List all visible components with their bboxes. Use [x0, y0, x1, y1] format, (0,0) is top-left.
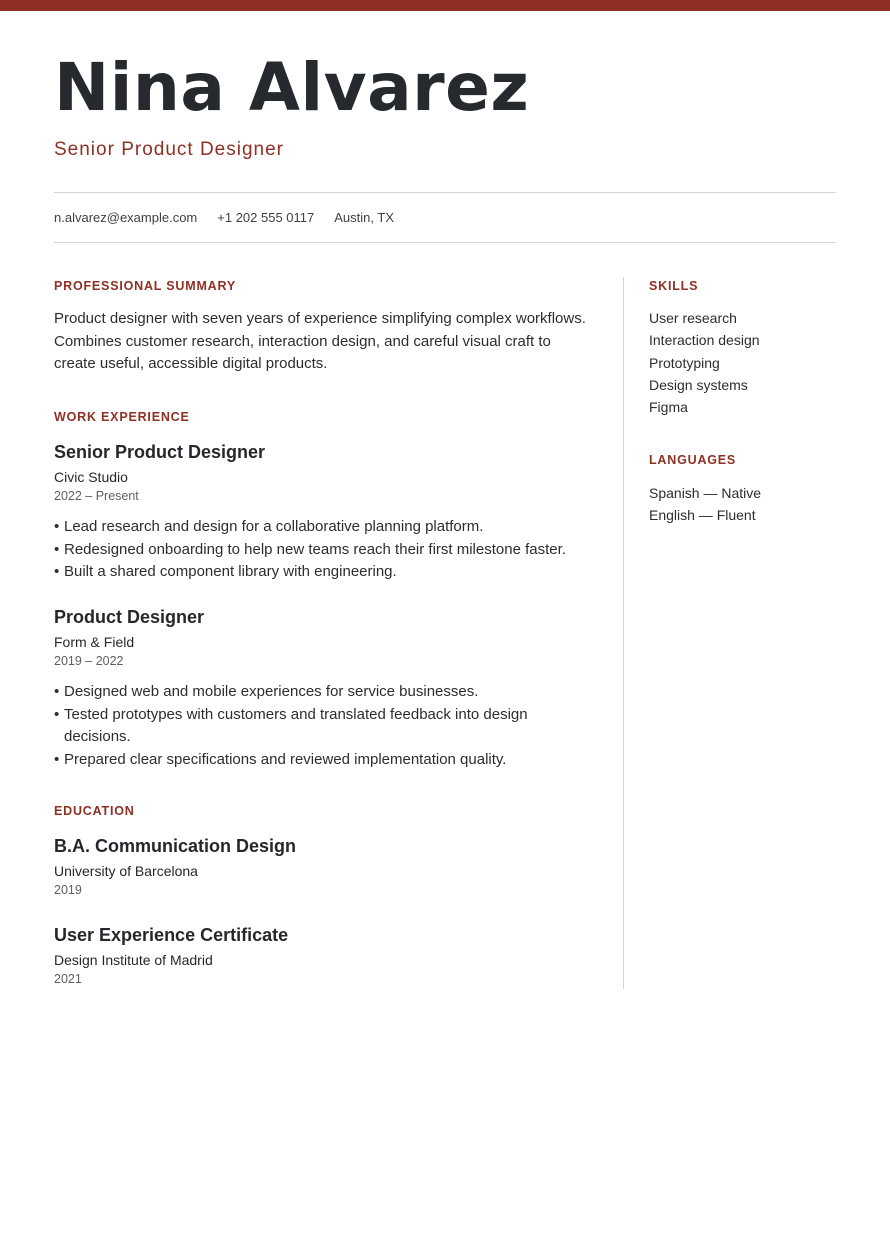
highlight-text: Prepared clear specifications and reviewed implementation quality.	[64, 751, 507, 769]
skill-item: User research	[649, 310, 737, 326]
column-divider	[623, 277, 624, 989]
highlight-text: Redesigned onboarding to help new teams reach their first milestone faster.	[64, 540, 566, 558]
languages-heading: LANGUAGES	[649, 453, 737, 467]
contact-phone[interactable]: +1 202 555 0117	[217, 210, 315, 225]
languages-list	[649, 482, 761, 527]
highlight-item: • Prepared clear specifications and reviewed implementation quality.	[54, 751, 507, 769]
experience-entry	[54, 606, 594, 772]
job-title: Senior Product Designer	[54, 442, 266, 462]
summary-text: Product designer with seven years of experience simplifying complex workflows. Combines customer research, interaction design, and careful visual craft to create useful, accessible digital products.	[54, 310, 586, 372]
top-accent-bar	[0, 0, 890, 11]
skills-heading: SKILLS	[649, 279, 699, 293]
language-item: Spanish — Native	[649, 485, 762, 501]
education-entry	[54, 835, 594, 898]
candidate-name: Nina Alvarez	[54, 49, 530, 126]
job-title: Product Designer	[54, 607, 205, 627]
contact-line	[54, 210, 394, 225]
highlight-text: Lead research and design for a collaborative planning platform.	[64, 518, 484, 535]
skills-list	[649, 307, 760, 418]
education-entry	[54, 924, 594, 987]
institution: University of Barcelona	[54, 863, 198, 879]
contact-email[interactable]: n.alvarez@example.com	[54, 210, 198, 225]
job-dates: 2022 – Present	[54, 489, 139, 503]
job-highlights	[54, 516, 594, 584]
skill-item: Prototyping	[649, 354, 720, 371]
highlight-text: Built a shared component library with engineering.	[64, 563, 397, 581]
employer: Civic Studio	[54, 469, 128, 485]
highlight-item: • Built a shared component library with engineering.	[54, 563, 397, 581]
degree-title: User Experience Certificate	[54, 925, 289, 945]
education-heading: EDUCATION	[54, 804, 135, 818]
skill-item: Interaction design	[649, 332, 760, 349]
summary-heading: PROFESSIONAL SUMMARY	[54, 279, 236, 293]
experience-heading: WORK EXPERIENCE	[54, 410, 190, 424]
degree-title: B.A. Communication Design	[54, 836, 297, 856]
highlight-text: Designed web and mobile experiences for service businesses.	[64, 683, 479, 700]
header-divider-bottom	[54, 242, 836, 243]
job-dates: 2019 – 2022	[54, 654, 124, 668]
highlight-item: • Tested prototypes with customers and translated feedback into design decisions.	[54, 705, 528, 746]
education-year: 2021	[54, 972, 82, 986]
candidate-role: Senior Product Designer	[54, 139, 284, 160]
job-highlights	[54, 681, 594, 772]
highlight-text: Tested prototypes with customers and translated feedback into design decisions.	[64, 705, 528, 746]
highlight-item: • Redesigned onboarding to help new teams reach their first milestone faster.	[54, 540, 566, 558]
highlight-item: • Lead research and design for a collaborative planning platform.	[54, 518, 484, 535]
experience-entry	[54, 441, 594, 584]
employer: Form & Field	[54, 634, 135, 650]
skill-item: Figma	[649, 399, 688, 416]
contact-location: Austin, TX	[334, 210, 394, 225]
header-divider-top	[54, 192, 836, 193]
language-item: English — Fluent	[649, 507, 756, 524]
highlight-item: • Designed web and mobile experiences for service businesses.	[54, 683, 479, 700]
education-year: 2019	[54, 883, 82, 897]
skill-item: Design systems	[649, 376, 748, 393]
institution: Design Institute of Madrid	[54, 952, 213, 968]
